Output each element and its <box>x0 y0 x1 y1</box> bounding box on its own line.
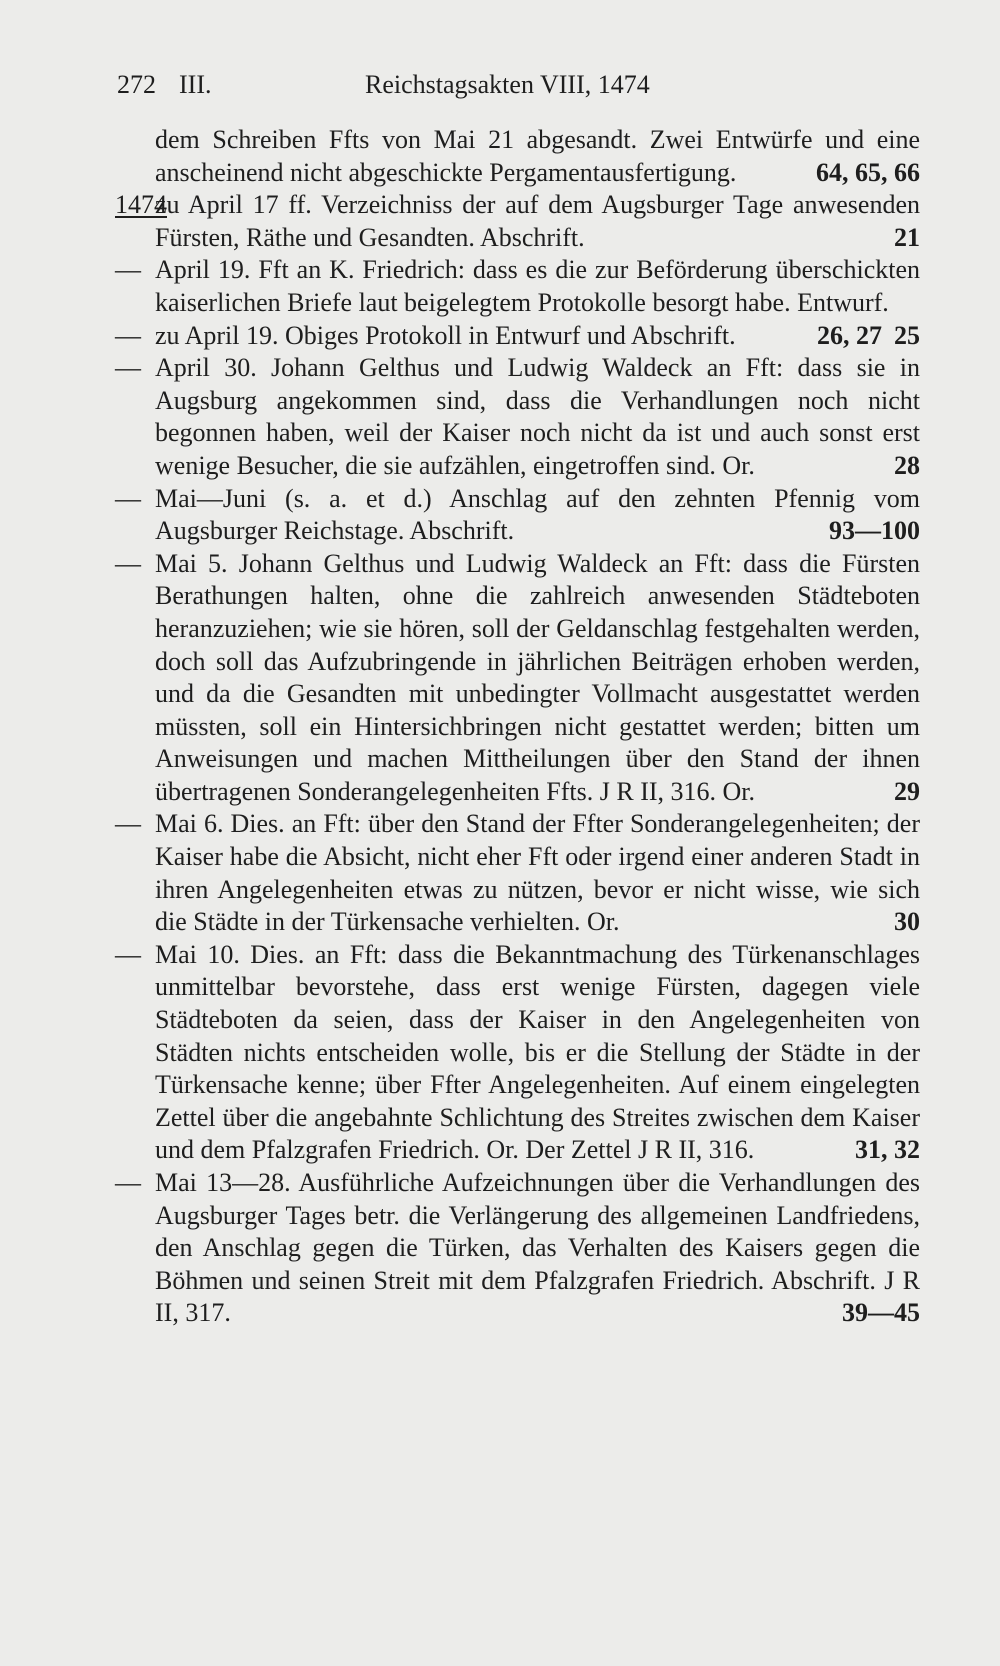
entry-10 <box>115 1167 920 1330</box>
entry-prefix: — <box>115 255 141 285</box>
entry-reference: 31, 32 <box>855 1135 920 1165</box>
entry-4 <box>115 320 920 353</box>
entry-2 <box>115 189 920 254</box>
entry-reference: 28 <box>894 450 920 480</box>
entry-prefix: — <box>115 809 141 839</box>
running-title: Reichstagsakten VIII, 1474 <box>365 70 650 99</box>
entry-text: Mai 6. Dies. an Fft: über den Stand der Ffter Sonderangelegenheiten; der Kaiser habe die Absicht, nicht eher Fft oder irgend einer anderen Stadt in ihren Angelegenheiten etwas zu nützen, bevor er nicht wisse, wie sich die Städte in der Türkensache verhielten. Or. <box>155 809 920 937</box>
entry-1 <box>115 124 920 189</box>
part-number: III. <box>179 70 212 99</box>
entry-list <box>115 124 920 1330</box>
entry-reference: 39—45 <box>842 1298 920 1328</box>
entry-year: 1474 <box>115 190 167 220</box>
entry-text: zu April 17 ff. Verzeichniss der auf dem Augsburger Tage anwesenden Fürsten, Räthe und Gesandten. Abschrift. <box>155 190 920 252</box>
entry-text: Mai—Juni (s. a. et d.) Anschlag auf den zehnten Pfennig vom Augsburger Reichstage. Abschrift. <box>155 483 920 546</box>
running-header <box>117 70 667 110</box>
entry-reference: 21 <box>894 222 920 252</box>
entry-prefix: — <box>115 939 141 969</box>
entry-text: Mai 5. Johann Gelthus und Ludwig Waldeck an Fft: dass die Fürsten Berathungen halten, ohne die zahlreich anwesenden Städteboten heranzuziehen; wie sie hören, soll der Geldanschlag festgehalten werden, doch soll das Aufzubringende in jährlichen Beiträgen erhoben werden, und da die Gesandten mit unbedingter Vollmacht ausgestattet werden müssten, soll ein Hintersichbringen nicht gestattet werden; bitten um Anweisungen und machen Mittheilungen über den Stand der ihnen übertragenen Sonderangelegenheiten Ffts. J R II, 316. Or. <box>155 548 920 806</box>
entry-prefix: — <box>115 483 141 513</box>
entry-text: dem Schreiben Ffts von Mai 21 abgesandt. Zwei Entwürfe und eine anscheinend nicht abgeschickte Pergamentausfertigung. <box>155 125 920 187</box>
entry-reference: 26, 27 <box>817 320 882 350</box>
entry-text: April 30. Johann Gelthus und Ludwig Waldeck an Fft: dass sie in Augsburg angekommen sind, dass die Verhandlungen noch nicht begonnen haben, weil der Kaiser noch nicht da ist und auch sonst erst wenige Besucher, die sie aufzählen, eingetroffen sind. Or. <box>155 353 920 480</box>
entry-text: Mai 10. Dies. an Fft: dass die Bekanntmachung des Türkenanschlages unmittelbar bevorstehe, dass erst wenige Fürsten, dagegen viele Städteboten da seien, dass der Kaiser in den Angelegenheiten von Städten nichts entscheiden wolle, bis er die Stellung der Städte in der Türkensache kenne; über Ffter Angelegenheiten. Auf einem eingelegten Zettel über die angebahnte Schlichtung des Streites zwischen dem Kaiser und dem Pfalzgrafen Friedrich. Or. Der Zettel J R II, 316. <box>155 939 920 1165</box>
entry-reference: 93—100 <box>829 516 920 546</box>
entry-8 <box>115 808 920 938</box>
entry-reference: 30 <box>894 907 920 937</box>
entry-reference: 25 <box>894 320 920 350</box>
entry-prefix: — <box>115 1168 141 1197</box>
entry-text: zu April 19. Obiges Protokoll in Entwurf und Abschrift. <box>155 320 736 350</box>
entry-5 <box>115 352 920 482</box>
entry-prefix: — <box>115 548 141 578</box>
entry-reference: 29 <box>894 776 920 806</box>
entry-prefix: — <box>115 320 141 350</box>
entry-reference: 64, 65, 66 <box>816 157 920 187</box>
entry-6 <box>115 483 920 548</box>
page-number: 272 <box>117 70 156 99</box>
entry-text: April 19. Fft an K. Friedrich: dass es die zur Beförderung überschickten kaiserlichen Briefe laut beigelegtem Protokolle besorgt habe. Entwurf. <box>155 255 920 317</box>
entry-text: Mai 13—28. Ausführliche Aufzeichnungen über die Verhandlungen des Augsburger Tages betr. die Verlängerung des allgemeinen Landfriedens, den Anschlag gegen die Türken, das Verhalten des Kaisers gegen die Böhmen und seinen Streit mit dem Pfalzgrafen Friedrich. Abschrift. J R II, 317. <box>155 1168 920 1328</box>
entry-9 <box>115 939 920 1167</box>
entry-prefix: — <box>115 353 141 383</box>
entry-7 <box>115 548 920 809</box>
